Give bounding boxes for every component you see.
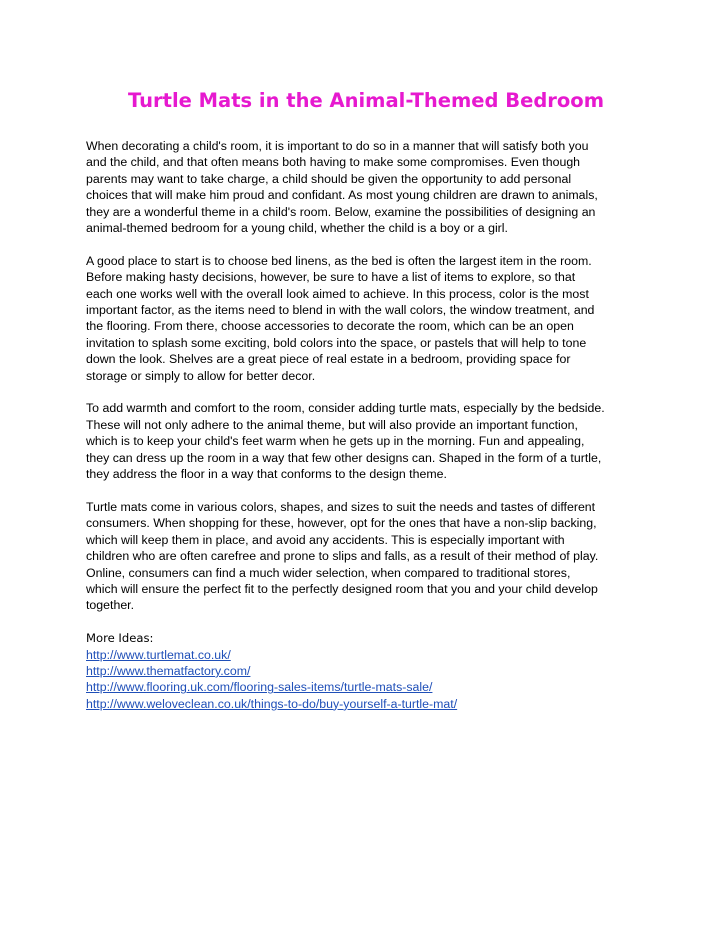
more-ideas-section bbox=[86, 630, 651, 712]
text-line: Before making hasty decisions, however, be sure to have a list of items to explore, so that bbox=[86, 270, 576, 285]
text-line: parents may want to take charge, a child should be given the opportunity to add personal bbox=[86, 171, 572, 186]
text-line: each one works well with the overall look aimed to achieve. In this process, color is the most bbox=[86, 286, 589, 301]
text-line: and the child, and that often means both having to make some compromises. Even though bbox=[86, 155, 581, 170]
link-thematfactory[interactable]: http://www.thematfactory.com/ bbox=[86, 663, 251, 678]
text-line: animal-themed bedroom for a young child, whether the child is a boy or a girl. bbox=[86, 221, 508, 236]
link-weloveclean[interactable]: http://www.weloveclean.co.uk/things-to-do/buy-yourself-a-turtle-mat/ bbox=[86, 696, 458, 711]
text-line: which will keep them in place, and avoid any accidents. This is especially important with bbox=[86, 532, 565, 547]
text-line: Turtle mats come in various colors, shapes, and sizes to suit the needs and tastes of different bbox=[86, 499, 596, 514]
link-turtlemat[interactable]: http://www.turtlemat.co.uk/ bbox=[86, 647, 231, 662]
text-line: These will not only adhere to the animal theme, but will also provide an important function, bbox=[86, 417, 578, 432]
text-line: choices that will make him proud and confidant. As most young children are drawn to animals, bbox=[86, 188, 598, 203]
text-line: children who are often carefree and prone to slips and falls, as a result of their method of play. bbox=[86, 549, 599, 564]
text-line: important factor, as the items need to blend in with the wall colors, the window treatment, and bbox=[86, 303, 595, 318]
link-flooring-uk[interactable]: http://www.flooring.uk.com/flooring-sales-items/turtle-mats-sale/ bbox=[86, 680, 433, 695]
paragraph-4 bbox=[86, 499, 651, 614]
text-line: they can dress up the room in a way that few other designs can. Shaped in the form of a turtle, bbox=[86, 450, 602, 465]
paragraph-3 bbox=[86, 400, 651, 482]
text-line: Online, consumers can find a much wider selection, when compared to traditional stores, bbox=[86, 565, 571, 580]
page-title: Turtle Mats in the Animal-Themed Bedroom bbox=[127, 89, 605, 112]
text-line: invitation to splash some exciting, bold colors into the space, or pastels that will help to tone bbox=[86, 335, 587, 350]
text-line: storage or simply to allow for better decor. bbox=[86, 368, 316, 383]
text-line: they are a wonderful theme in a child's room. Below, examine the possibilities of designing an bbox=[86, 204, 596, 219]
paragraph-2 bbox=[86, 253, 651, 384]
text-line: which will ensure the perfect fit to the perfectly designed room that you and your child develop bbox=[86, 581, 598, 596]
text-line: down the look. Shelves are a great piece of real estate in a bedroom, providing space for bbox=[86, 352, 571, 367]
text-line: When decorating a child's room, it is important to do so in a manner that will satisfy both you bbox=[86, 139, 589, 153]
text-line: they address the floor in a way that conforms to the design theme. bbox=[86, 467, 447, 482]
document-body bbox=[86, 138, 651, 712]
text-line: To add warmth and comfort to the room, consider adding turtle mats, especially by the bedside. bbox=[86, 401, 605, 416]
paragraph-1 bbox=[86, 138, 651, 236]
text-line: consumers. When shopping for these, however, opt for the ones that have a non-slip backing, bbox=[86, 516, 597, 531]
text-line: which is to keep your child's feet warm when he gets up in the morning. Fun and appealing, bbox=[86, 434, 585, 449]
text-line: A good place to start is to choose bed linens, as the bed is often the largest item in the room. bbox=[86, 253, 592, 268]
text-line: together. bbox=[86, 598, 135, 613]
text-line: the flooring. From there, choose accessories to decorate the room, which can be an open bbox=[86, 319, 574, 334]
more-ideas-label: More Ideas: bbox=[86, 631, 154, 646]
